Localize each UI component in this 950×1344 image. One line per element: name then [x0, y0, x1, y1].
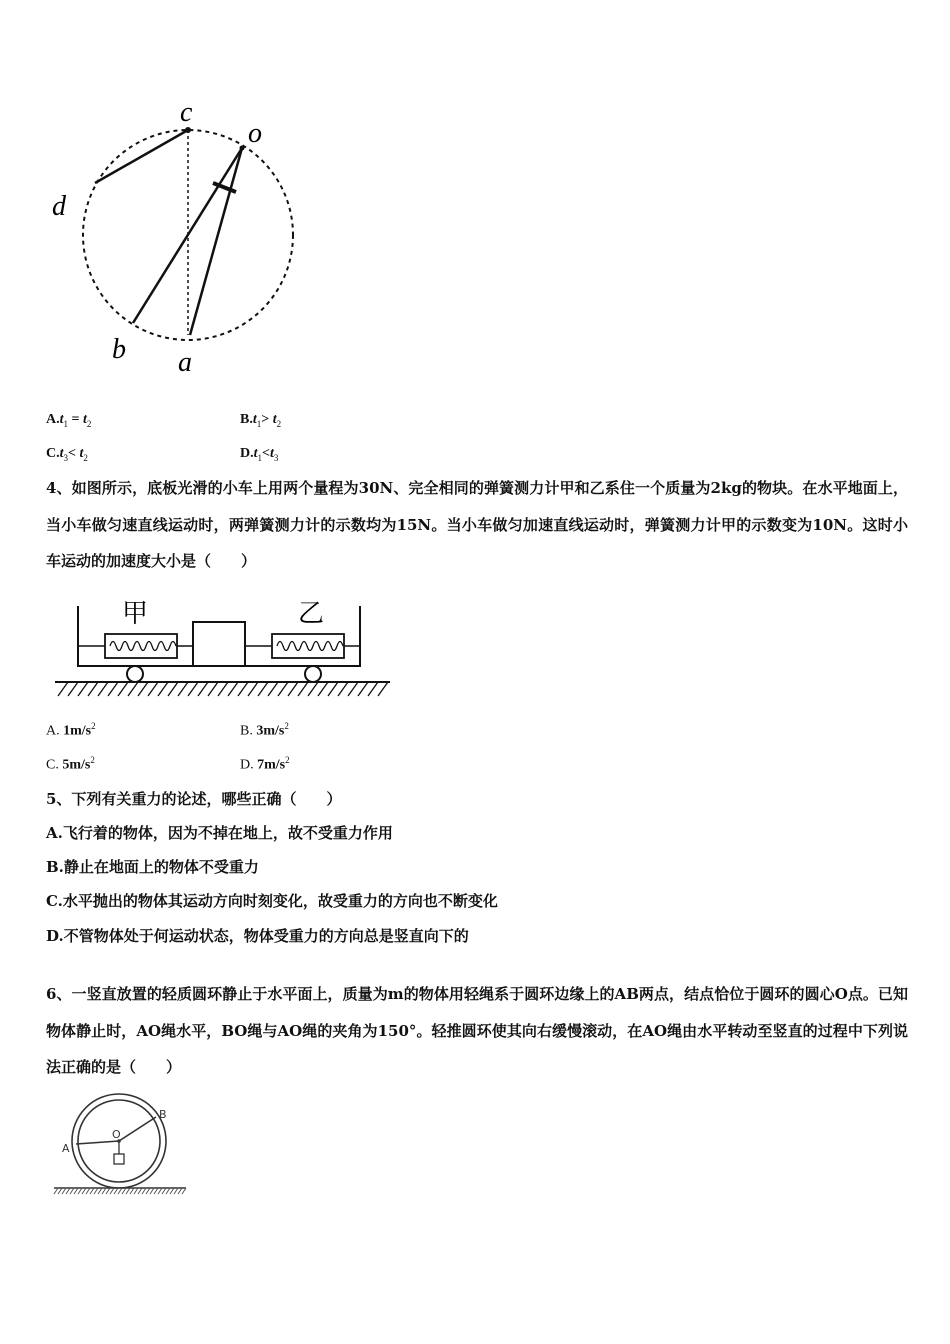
ground-hatch	[58, 682, 388, 696]
q3-option-a: $A.t_1 = t_2$	[46, 412, 92, 429]
q5-option-d: D.不管物体处于何运动状态，物体受重力的方向总是竖直向下的	[46, 927, 469, 945]
rope-bo	[119, 1117, 156, 1141]
block	[193, 622, 245, 666]
q4-option-c: C. $5m/s^2$	[46, 755, 95, 773]
label-ring-a: A	[62, 1142, 70, 1155]
chord-cd	[95, 130, 188, 183]
label-o: o	[248, 118, 262, 149]
wheel-left	[127, 666, 143, 682]
label-c: c	[180, 97, 193, 128]
q6-question-text: 6、一竖直放置的轻质圆环静止于水平面上，质量为m的物体用轻绳系于圆环边缘上的AB两点，结点恰位于圆环的圆心O点。已知物体静止时，AO绳水平，BO绳与AO绳的夹角为150°。轻推圆环使其向右缓慢滚动，在AO绳由水平转动至竖直的过程中下列说法正确的是（ ）	[46, 985, 908, 1076]
q5-stem: 5、下列有关重力的论述，哪些正确（ ）	[46, 790, 342, 808]
q5-option-b: B.静止在地面上的物体不受重力	[46, 858, 259, 876]
weight-box	[114, 1154, 124, 1164]
ring-figure	[52, 1090, 192, 1200]
ring-ground-hatch	[54, 1188, 186, 1194]
label-jia: 甲	[122, 599, 149, 629]
wheel-right	[305, 666, 321, 682]
circle-chords-figure	[40, 95, 320, 385]
label-ring-o: O	[112, 1128, 121, 1141]
label-d: d	[52, 191, 66, 222]
chord-oa	[190, 148, 242, 335]
rope-ao	[76, 1141, 119, 1144]
spring-coil-right	[277, 642, 343, 651]
q3-option-d: $D.t_1<t_3$	[240, 446, 279, 463]
q4-option-b: B. $3m/s^2$	[240, 721, 289, 739]
q4-option-d: D. $7m/s^2$	[240, 755, 290, 773]
label-ring-b: B	[159, 1108, 167, 1121]
q3-option-c: $C.t_3< t_2$	[46, 446, 88, 463]
label-yi: 乙	[298, 599, 325, 629]
q5-option-c: C.水平抛出的物体其运动方向时刻变化，故受重力的方向也不断变化	[46, 892, 498, 910]
q3-option-b: $B.t_1> t_2$	[240, 412, 282, 429]
cart-spring-figure	[50, 592, 395, 702]
label-a: a	[178, 347, 192, 378]
q4-question-text: 4、如图所示，底板光滑的小车上用两个量程为30N、完全相同的弹簧测力计甲和乙系住一个质量为2kg的物块。在水平地面上，当小车做匀速直线运动时，两弹簧测力计的示数均为15N。当小车做匀加速直线运动时，弹簧测力计甲的示数变为10N。这时小车运动的加速度大小是（ ）	[46, 479, 908, 570]
spring-coil-left	[110, 642, 176, 651]
q4-option-a: A. $1m/s^2$	[46, 721, 96, 739]
label-b: b	[112, 334, 126, 365]
q5-option-a: A.飞行着的物体，因为不掉在地上，故不受重力作用	[46, 824, 393, 842]
point-o	[240, 146, 245, 151]
